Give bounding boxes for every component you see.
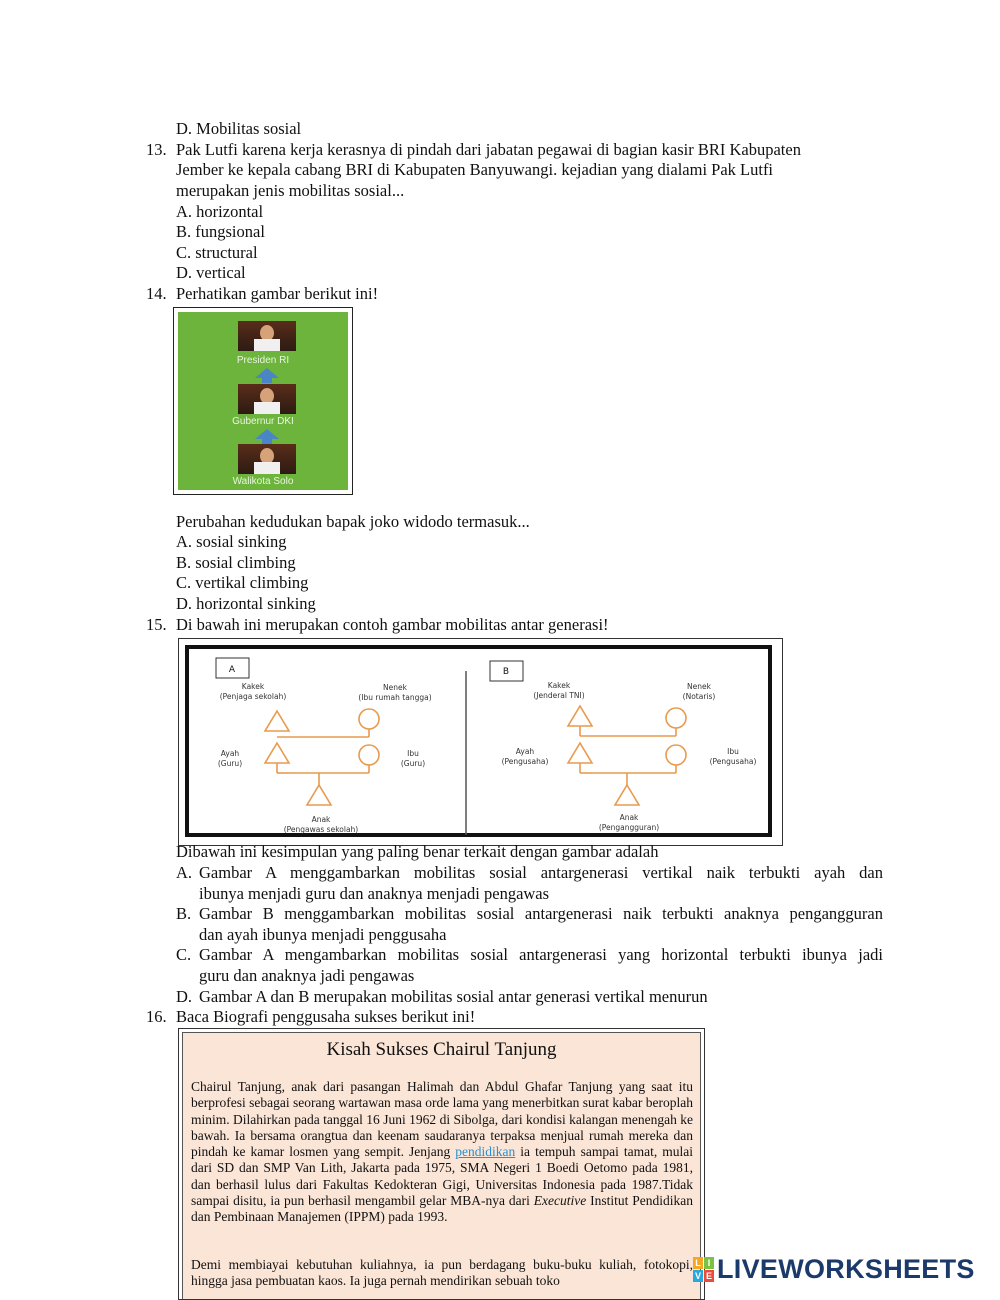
- q13-line-3: merupakan jenis mobilitas sosial...: [176, 181, 405, 200]
- logo-wordmark: LIVEWORKSHEETS: [717, 1254, 975, 1284]
- q15-prompt: Di bawah ini merupakan contoh gambar mobilitas antar generasi!: [176, 615, 609, 634]
- q14-option-c: C. vertikal climbing: [176, 573, 309, 592]
- panel-a-tag: A: [228, 665, 236, 675]
- svg-text:(Pengusaha): (Pengusaha): [709, 757, 757, 766]
- q15-option-d-letter: D.: [176, 987, 193, 1006]
- q15-option-a-line-2: ibunya menjadi guru dan anaknya menjadi pengawas: [199, 884, 550, 903]
- svg-text:Nenek: Nenek: [687, 682, 711, 691]
- svg-text:(Guru): (Guru): [217, 759, 243, 768]
- svg-text:Anak: Anak: [311, 815, 331, 824]
- svg-text:(Pengusaha): (Pengusaha): [501, 757, 549, 766]
- label-gubernur: Gubernur DKI: [232, 416, 294, 427]
- svg-text:Ibu: Ibu: [407, 749, 419, 758]
- biography-title: Kisah Sukses Chairul Tanjung: [326, 1039, 557, 1060]
- q13-option-a: A. horizontal: [176, 202, 264, 221]
- svg-text:(Penjaga sekolah): (Penjaga sekolah): [219, 692, 287, 701]
- panel-b-labels: [502, 667, 757, 832]
- biography-paragraph-1: Chairul Tanjung, anak dari pasangan Halimah dan Abdul Ghafar Tanjung yang saat itu berprofesi sebagai seorang wartawan masa orde lama yang menerbitkan surat kabar beroplah minim. Dilahirkan pada tanggal 16 Juni 1962 di Sibolga, dari kondisi kalangan menengah ke bawah. Ia bersama orangtua dan keenam saudaranya terpaksa menjual rumah mereka dan pindah ke kamar losmen yang sempit. Jenjang pendidikan ia tempuh sampai tamat, mulai dari SD dan SMP Van Lith, Jakarta pada 1975, SMA Negeri 1 Boedi Oetomo pada 1981, dan berhasil lulus dari Fakultas Kedokteran Gigi, Universitas Indonesia pada 1987.Tidak sampai disitu, ia pun berhasil mengambil gelar MBA-nya dari Executive Institut Pendidikan dan Pembinaan Manajemen (IPPM) pada 1993.: [191, 1079, 694, 1225]
- q15-option-a-letter: A.: [176, 863, 193, 882]
- svg-text:Kakek: Kakek: [547, 681, 571, 690]
- intergenerational-mobility-figure: [178, 638, 783, 846]
- q13-line-2: Jember ke kepala cabang BRI di Kabupaten Banyuwangi. kejadian yang dialami Pak Lutfi: [176, 160, 774, 179]
- q13-number: 13.: [146, 140, 167, 159]
- panel-a: [216, 658, 379, 805]
- svg-text:(Pengangguran): (Pengangguran): [598, 823, 660, 832]
- mayor-photo: [238, 444, 296, 474]
- q15-option-c-line-1: Gambar A mengambarkan mobilitas sosial antargenerasi yang horizontal terbukti ibunya jadi: [199, 945, 883, 964]
- q16-number: 16.: [146, 1007, 167, 1026]
- biography-paragraph-2: Demi membiayai kebutuhan kuliahnya, ia pun berdagang buku-buku kuliah, fotokopi, hingga jasa pembuatan kaos. Ia juga pernah mendirikan sebuah toko: [191, 1257, 693, 1289]
- q15-option-b-line-1: Gambar B menggambarkan mobilitas sosial antargenerasi naik terbukti anaknya pengangguran: [199, 904, 883, 923]
- q13-line-1: Pak Lutfi karena kerja kerasnya di pindah dari jabatan pegawai di bagian kasir BRI Kabupaten: [176, 140, 801, 159]
- biography-box: [178, 1028, 705, 1300]
- svg-text:(Pengawas sekolah): (Pengawas sekolah): [283, 825, 359, 834]
- panel-b-tag: B: [502, 667, 510, 677]
- q15-option-a-line-1: Gambar A menggambarkan mobilitas sosial antargenerasi vertikal naik terbukti ayah dan: [199, 863, 883, 882]
- svg-text:(Jenderal TNI): (Jenderal TNI): [533, 691, 585, 700]
- figure-background: [178, 312, 348, 490]
- panel-a-labels: [218, 665, 432, 834]
- svg-text:(Ibu rumah tangga): (Ibu rumah tangga): [358, 693, 432, 702]
- governor-photo: [238, 384, 296, 414]
- q14-question: Perubahan kedudukan bapak joko widodo termasuk...: [176, 512, 530, 531]
- svg-text:Ayah: Ayah: [220, 749, 240, 758]
- q15-question: Dibawah ini kesimpulan yang paling benar terkait dengan gambar adalah: [176, 842, 659, 861]
- q14-number: 14.: [146, 284, 167, 303]
- pendidikan-link[interactable]: pendidikan: [455, 1144, 516, 1160]
- label-walikota: Walikota Solo: [232, 476, 294, 487]
- q15-option-d-line-1: Gambar A dan B merupakan mobilitas sosial antar generasi vertikal menurun: [199, 987, 708, 1006]
- q12-option-d: D. Mobilitas sosial: [176, 119, 302, 138]
- panel-b: [490, 661, 686, 805]
- q15-option-b-letter: B.: [176, 904, 192, 923]
- family-trees: [179, 639, 782, 845]
- label-presiden: Presiden RI: [236, 355, 290, 366]
- q14-option-b: B. sosial climbing: [176, 553, 296, 572]
- svg-text:Anak: Anak: [619, 813, 639, 822]
- q14-prompt: Perhatikan gambar berikut ini!: [176, 284, 379, 303]
- svg-text:Ayah: Ayah: [515, 747, 535, 756]
- q15-option-b-line-2: dan ayah ibunya menjadi penggusaha: [199, 925, 447, 944]
- q15-option-c-line-2: guru dan anaknya jadi pengawas: [199, 966, 415, 985]
- q14-option-d: D. horizontal sinking: [176, 594, 316, 613]
- q14-option-a: A. sosial sinking: [176, 532, 287, 551]
- q13-option-b: B. fungsional: [176, 222, 265, 241]
- president-photo: [238, 321, 296, 351]
- q15-number: 15.: [146, 615, 167, 634]
- logo-grid-icon: L I V E: [694, 1258, 712, 1281]
- q13-option-c: C. structural: [176, 243, 258, 262]
- svg-text:Kakek: Kakek: [241, 682, 265, 691]
- svg-text:Nenek: Nenek: [383, 683, 407, 692]
- svg-text:(Notaris): (Notaris): [682, 692, 716, 701]
- svg-text:(Guru): (Guru): [400, 759, 426, 768]
- q16-prompt: Baca Biografi penggusaha sukses berikut ini!: [176, 1007, 476, 1026]
- q13-option-d: D. vertical: [176, 263, 246, 282]
- jokowi-career-figure: [173, 307, 353, 495]
- q15-option-c-letter: C.: [176, 945, 192, 964]
- svg-text:Ibu: Ibu: [727, 747, 739, 756]
